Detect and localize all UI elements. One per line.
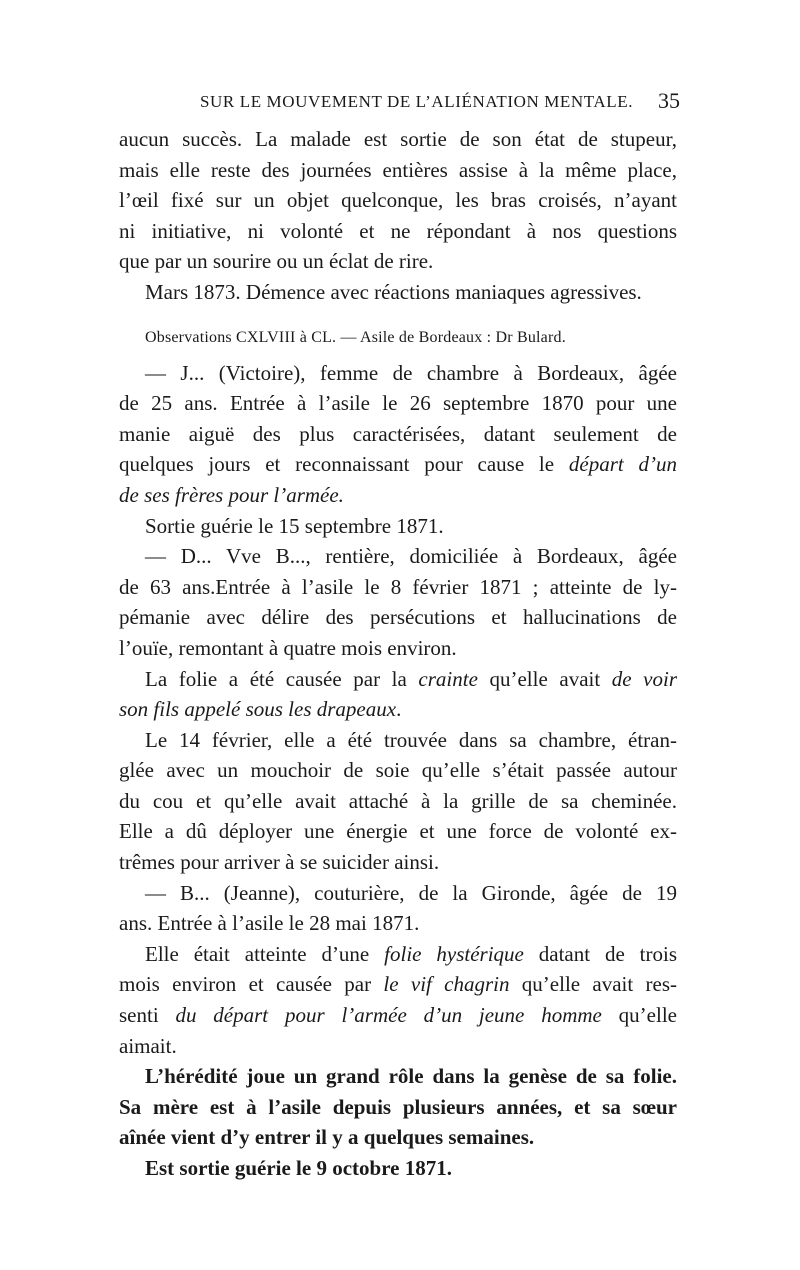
text-line [119, 939, 677, 970]
text-line: — B... (Jeanne), couturière, de la Gironde, âgée de 19 [145, 880, 677, 905]
italic-span: crainte [418, 666, 478, 691]
text-line [119, 480, 677, 511]
text-line: aînée vient d’y entrer il y a quelques semaines. [119, 1125, 535, 1150]
italic-span: de ses frères pour l’armée. [119, 482, 344, 507]
text-line: pémanie avec délire des persécutions et hallucinations de [119, 605, 677, 630]
text-line: de 25 ans. Entrée à l’asile le 26 septembre 1870 pour une [119, 391, 677, 416]
text-line: Le 14 février, elle a été trouvée dans sa chambre, étran- [145, 727, 677, 752]
text-line [119, 1000, 677, 1031]
text-span: Elle était atteinte d’une [145, 941, 385, 966]
text-line: manie aiguë des plus caractérisées, datant seulement de [119, 421, 677, 446]
text-span: datant de trois [523, 941, 678, 966]
text-line: que par un sourire ou un éclat de rire. [119, 249, 434, 274]
running-header [120, 88, 680, 122]
text-line: glée avec un mouchoir de soie qu’elle s’était passée autour [119, 758, 677, 783]
running-title: SUR LE MOUVEMENT DE L’ALIÉNATION MENTALE. [200, 92, 634, 111]
italic-span: départ d’un [568, 452, 677, 477]
text-line: de 63 ans.Entrée à l’asile le 8 février 1871 ; atteinte de ly- [119, 574, 677, 599]
text-line: du cou et qu’elle avait attaché à la grille de sa cheminée. [119, 788, 677, 813]
text-line: aimait. [119, 1033, 177, 1058]
text-line: aucun succès. La malade est sortie de son état de stupeur, [119, 127, 677, 151]
italic-span: le vif chagrin [383, 972, 510, 997]
text-line: Est sortie guérie le 9 octobre 1871. [145, 1156, 452, 1180]
text-line: Mars 1873. Démence avec réactions maniaques agressives. [145, 279, 642, 304]
text-line: trêmes pour arriver à se suicider ainsi. [119, 850, 440, 875]
italic-span: du départ pour l’armée d’un jeune homme [175, 1003, 602, 1028]
text-line: — J... (Victoire), femme de chambre à Bordeaux, âgée [145, 360, 677, 385]
text-line [119, 694, 677, 725]
text-line: L’hérédité joue un grand rôle dans la genèse de sa folie. [145, 1064, 677, 1089]
text-line: ans. Entrée à l’asile le 28 mai 1871. [119, 911, 420, 936]
italic-span: de voir [611, 666, 677, 691]
text-line: mais elle reste des journées entières assise à la même place, [119, 157, 677, 182]
text-line: Sortie guérie le 15 septembre 1871. [145, 513, 444, 538]
text-span: quelques jours et reconnaissant pour cause le [119, 452, 569, 477]
text-line: ni initiative, ni volonté et ne répondant à nos questions [119, 218, 677, 243]
observations-heading: Observations CXLVIII à CL. — Asile de Bordeaux : Dr Bulard. [145, 328, 566, 346]
italic-span: folie hystérique [384, 941, 524, 966]
text-span: senti [119, 1003, 176, 1028]
body-text [119, 124, 677, 1184]
text-line [119, 664, 677, 695]
text-line: l’œil fixé sur un objet quelconque, les bras croisés, n’ayant [119, 188, 677, 213]
text-line [119, 449, 677, 480]
text-line [119, 969, 677, 1000]
text-span: mois environ et causée par [119, 972, 384, 997]
text-span: qu’elle avait [477, 666, 612, 691]
text-line: l’ouïe, remontant à quatre mois environ. [119, 635, 457, 660]
text-line: — D... Vve B..., rentière, domiciliée à Bordeaux, âgée [145, 544, 677, 569]
text-line: Elle a dû déployer une énergie et une force de volonté ex- [119, 819, 677, 844]
text-line: Sa mère est à l’asile depuis plusieurs années, et sa sœur [119, 1094, 677, 1119]
text-span: qu’elle avait res- [509, 972, 677, 997]
text-span: . [396, 697, 402, 722]
italic-span: son fils appelé sous les drapeaux [119, 697, 397, 722]
page-number: 35 [658, 88, 680, 113]
text-span: qu’elle [601, 1003, 677, 1028]
text-span: La folie a été causée par la [145, 666, 419, 691]
